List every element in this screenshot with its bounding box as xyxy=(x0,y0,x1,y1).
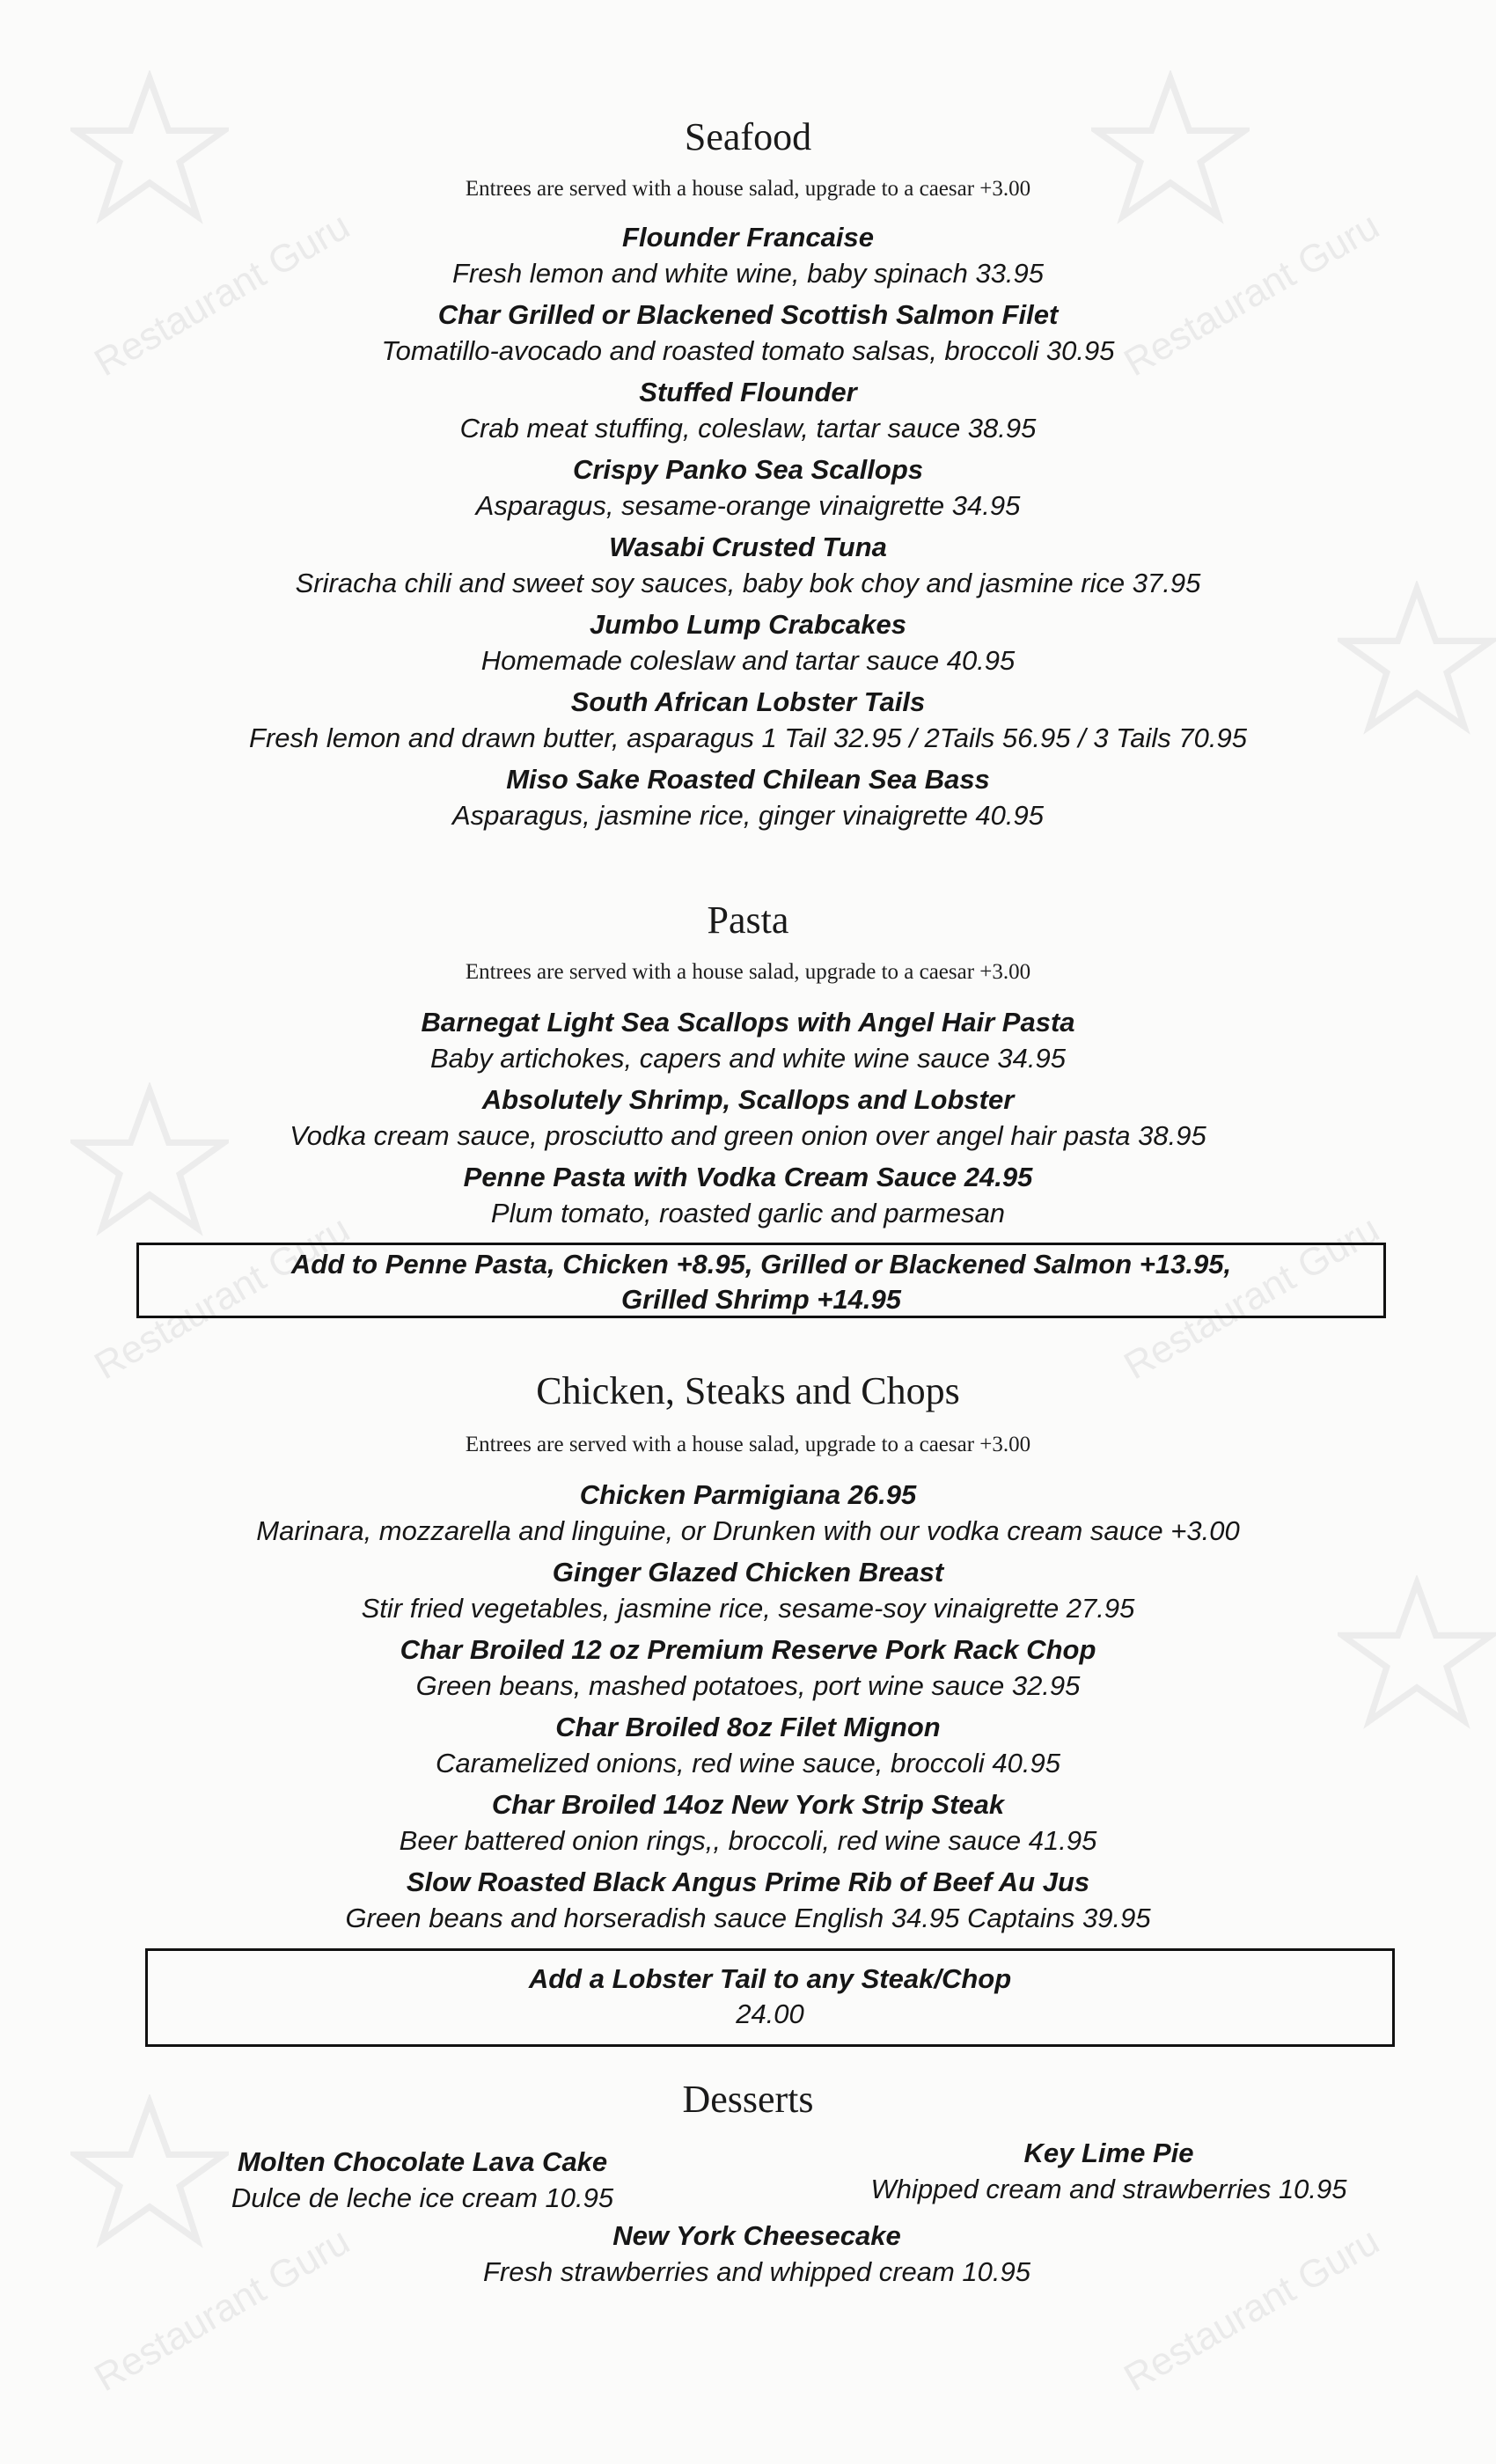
section-pasta xyxy=(0,898,1496,1231)
item-name: Chicken Parmigiana 26.95 xyxy=(579,1479,917,1510)
item-list xyxy=(0,1477,1496,1936)
section-title: Chicken, Steaks and Chops xyxy=(536,1369,960,1412)
item-description: Asparagus, jasmine rice, ginger vinaigrette 40.95 xyxy=(451,800,1045,831)
item-name: Jumbo Lump Crabcakes xyxy=(589,609,907,640)
watermark-text: Restaurant Guru xyxy=(1117,1207,1387,1389)
menu-item xyxy=(0,1477,1496,1549)
menu-item xyxy=(0,374,1496,446)
menu-item xyxy=(0,451,1496,524)
item-name: Molten Chocolate Lava Cake xyxy=(237,2146,608,2177)
section-note: Entrees are served with a house salad, upgrade to a caesar +3.00 xyxy=(465,177,1031,201)
dessert-item xyxy=(818,2135,1399,2207)
menu-item xyxy=(0,1632,1496,1704)
item-name: South African Lobster Tails xyxy=(570,686,926,717)
item-description: Homemade coleslaw and tartar sauce 40.95 xyxy=(480,645,1016,676)
menu-item xyxy=(0,684,1496,756)
section-seafood xyxy=(0,114,1496,839)
item-name: Slow Roasted Black Angus Prime Rib of Beef Au Jus xyxy=(406,1866,1090,1897)
item-name: Char Grilled or Blackened Scottish Salmon Filet xyxy=(437,299,1059,330)
item-name: Char Broiled 12 oz Premium Reserve Pork Rack Chop xyxy=(400,1634,1096,1665)
item-list xyxy=(0,1004,1496,1231)
watermark-text: Restaurant Guru xyxy=(1117,2219,1387,2401)
section-title: Seafood xyxy=(684,115,812,158)
pasta-addon-box xyxy=(136,1243,1386,1318)
section-title: Desserts xyxy=(682,2078,814,2121)
item-name: Absolutely Shrimp, Scallops and Lobster xyxy=(481,1084,1015,1115)
item-name: Char Broiled 8oz Filet Mignon xyxy=(555,1712,941,1742)
item-description: Plum tomato, roasted garlic and parmesan xyxy=(490,1198,1006,1228)
item-description: Sriracha chili and sweet soy sauces, baby bok choy and jasmine rice 37.95 xyxy=(295,568,1201,598)
menu-item xyxy=(0,1709,1496,1781)
item-name: Flounder Francaise xyxy=(622,222,874,253)
item-name: Wasabi Crusted Tuna xyxy=(609,532,887,562)
item-description: Dulce de leche ice cream 10.95 xyxy=(231,2182,614,2213)
dessert-item xyxy=(176,2144,669,2216)
addon-line: Grilled Shrimp +14.95 xyxy=(621,1284,901,1315)
item-name: Crispy Panko Sea Scallops xyxy=(572,454,923,485)
item-description: Green beans, mashed potatoes, port wine sauce 32.95 xyxy=(415,1670,1081,1701)
menu-item xyxy=(0,1864,1496,1936)
item-description: Asparagus, sesame-orange vinaigrette 34.95 xyxy=(475,490,1021,521)
addon-line: Add to Penne Pasta, Chicken +8.95, Grilled or Blackened Salmon +13.95, xyxy=(290,1249,1232,1280)
item-description: Fresh lemon and drawn butter, asparagus 1 Tail 32.95 / 2Tails 56.95 / 3 Tails 70.95 xyxy=(249,722,1247,753)
item-description: Marinara, mozzarella and linguine, or Drunken with our vodka cream sauce +3.00 xyxy=(256,1515,1240,1546)
watermark-text: Restaurant Guru xyxy=(1117,204,1387,385)
watermark-text: Restaurant Guru xyxy=(87,2219,357,2401)
item-name: Barnegat Light Sea Scallops with Angel Hair Pasta xyxy=(421,1007,1075,1038)
addon-line: Add a Lobster Tail to any Steak/Chop xyxy=(528,1963,1012,1994)
item-list xyxy=(0,219,1496,833)
menu-item xyxy=(0,1004,1496,1076)
item-name: Penne Pasta with Vodka Cream Sauce 24.95 xyxy=(463,1162,1033,1192)
section-note: Entrees are served with a house salad, upgrade to a caesar +3.00 xyxy=(465,1433,1031,1456)
item-description: Tomatillo-avocado and roasted tomato salsas, broccoli 30.95 xyxy=(381,335,1115,366)
steak-addon-box xyxy=(145,1948,1395,2047)
item-name: New York Cheesecake xyxy=(612,2220,901,2251)
section-chicken-steaks-chops xyxy=(0,1368,1496,1936)
item-description: Vodka cream sauce, prosciutto and green onion over angel hair pasta 38.95 xyxy=(290,1120,1206,1151)
item-description: Crab meat stuffing, coleslaw, tartar sauce 38.95 xyxy=(459,413,1037,444)
item-name: Stuffed Flounder xyxy=(639,377,857,407)
menu-item xyxy=(0,1159,1496,1231)
watermark-text: Restaurant Guru xyxy=(87,1207,357,1389)
menu-item xyxy=(0,1082,1496,1154)
addon-price: 24.00 xyxy=(736,1998,804,2029)
item-description: Stir fried vegetables, jasmine rice, sesame-soy vinaigrette 27.95 xyxy=(361,1593,1135,1624)
item-description: Baby artichokes, capers and white wine sauce 34.95 xyxy=(429,1043,1067,1074)
menu-item xyxy=(0,761,1496,833)
menu-item xyxy=(0,1786,1496,1859)
menu-item xyxy=(0,606,1496,678)
item-description: Fresh lemon and white wine, baby spinach 33.95 xyxy=(451,258,1045,289)
item-description: Beer battered onion rings,, broccoli, red wine sauce 41.95 xyxy=(399,1825,1097,1856)
watermark-text: Restaurant Guru xyxy=(87,204,357,385)
menu-item xyxy=(0,1554,1496,1626)
item-name: Key Lime Pie xyxy=(1023,2138,1194,2168)
item-description: Fresh strawberries and whipped cream 10.95 xyxy=(482,2256,1031,2287)
item-description: Caramelized onions, red wine sauce, broccoli 40.95 xyxy=(436,1748,1060,1778)
section-title: Pasta xyxy=(707,898,789,942)
section-note: Entrees are served with a house salad, upgrade to a caesar +3.00 xyxy=(465,960,1031,984)
item-name: Miso Sake Roasted Chilean Sea Bass xyxy=(506,764,990,795)
menu-item xyxy=(0,529,1496,601)
menu-item xyxy=(0,219,1496,291)
item-description: Green beans and horseradish sauce English 34.95 Captains 39.95 xyxy=(345,1903,1151,1933)
item-name: Ginger Glazed Chicken Breast xyxy=(552,1557,944,1588)
item-description: Whipped cream and strawberries 10.95 xyxy=(870,2174,1347,2204)
section-desserts xyxy=(0,2077,1496,2306)
dessert-item xyxy=(378,2218,1135,2290)
menu-item xyxy=(0,297,1496,369)
item-name: Char Broiled 14oz New York Strip Steak xyxy=(491,1789,1005,1820)
